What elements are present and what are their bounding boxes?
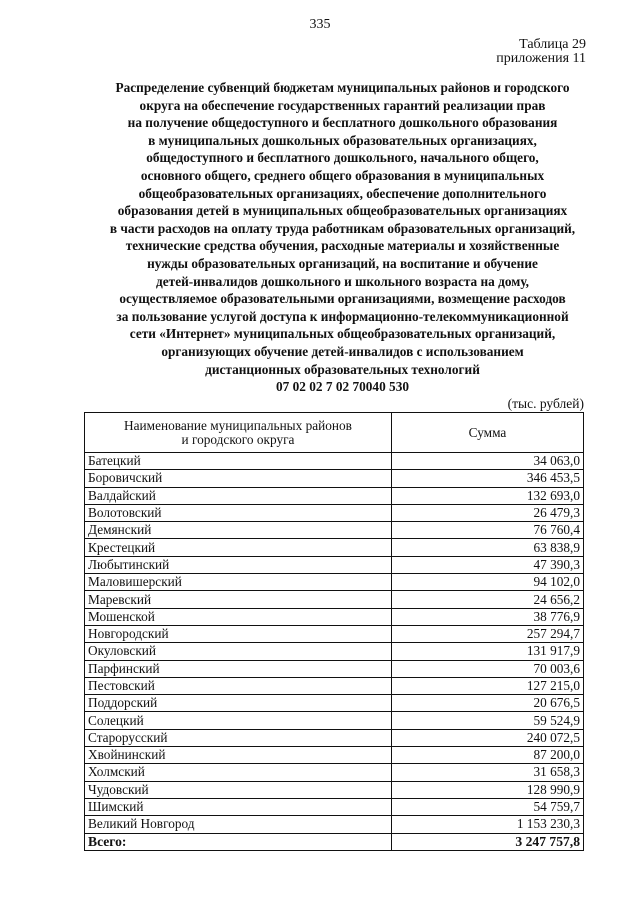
title-line: общеобразовательных организациях, обеспечение дополнительного — [138, 185, 547, 201]
table-row — [85, 643, 584, 660]
header-district-name — [85, 413, 392, 453]
district-name-cell: Поддорский — [85, 695, 392, 712]
table-row — [85, 453, 584, 470]
district-name-cell: Шимский — [85, 798, 392, 815]
table-row — [85, 764, 584, 781]
district-name-cell: Чудовский — [85, 781, 392, 798]
table-row — [85, 816, 584, 833]
title-line: 07 02 02 7 02 70040 530 — [276, 379, 409, 395]
sum-cell: 131 917,9 — [392, 643, 584, 660]
table-row — [85, 729, 584, 746]
title-line: осуществляемое образовательными организациями, возмещение расходов — [119, 291, 566, 307]
district-name-cell: Окуловский — [85, 643, 392, 660]
sum-cell: 94 102,0 — [392, 574, 584, 591]
sum-cell: 128 990,9 — [392, 781, 584, 798]
table-row — [85, 712, 584, 729]
district-name-cell: Маревский — [85, 591, 392, 608]
sum-cell: 76 760,4 — [392, 522, 584, 539]
title-line: округа на обеспечение государственных гарантий реализации прав — [139, 97, 546, 113]
district-name-cell: Холмский — [85, 764, 392, 781]
header-name-line2: и городского округа — [181, 431, 295, 447]
total-sum: 3 247 757,8 — [392, 833, 584, 850]
sum-cell: 54 759,7 — [392, 798, 584, 815]
district-name-cell: Мошенской — [85, 608, 392, 625]
header-sum: Сумма — [392, 413, 584, 453]
district-name-cell: Солецкий — [85, 712, 392, 729]
table-row — [85, 798, 584, 815]
sum-cell: 24 656,2 — [392, 591, 584, 608]
page-number: 335 — [309, 17, 331, 32]
title-line: за пользование услугой доступа к информационно-телекоммуникационной — [116, 308, 569, 324]
district-name-cell: Старорусский — [85, 729, 392, 746]
sum-cell: 38 776,9 — [392, 608, 584, 625]
district-name-cell: Пестовский — [85, 677, 392, 694]
district-name-cell: Боровичский — [85, 470, 392, 487]
table-reference-line1: Таблица 29 — [519, 37, 586, 52]
table-row — [85, 608, 584, 625]
district-name-cell: Демянский — [85, 522, 392, 539]
table-reference-line2: приложения 11 — [496, 51, 586, 66]
title-line: Распределение субвенций бюджетам муниципальных районов и городского — [115, 80, 570, 95]
sum-cell: 47 390,3 — [392, 556, 584, 573]
title-line: нужды образовательных организаций, на воспитание и обучение — [147, 255, 538, 271]
table-row — [85, 591, 584, 608]
sum-cell: 87 200,0 — [392, 747, 584, 764]
sum-cell: 63 838,9 — [392, 539, 584, 556]
district-name-cell: Парфинский — [85, 660, 392, 677]
title-line: сети «Интернет» муниципальных общеобразовательных организаций, — [129, 326, 556, 342]
sum-cell: 59 524,9 — [392, 712, 584, 729]
title-line: в муниципальных дошкольных образовательных организациях, — [148, 132, 537, 148]
table-row — [85, 781, 584, 798]
units-label: (тыс. рублей) — [507, 396, 584, 411]
table-header-row — [85, 413, 584, 453]
title-line: общедоступного и бесплатного дошкольного, начального общего, — [146, 150, 539, 166]
sum-cell: 127 215,0 — [392, 677, 584, 694]
district-name-cell: Новгородский — [85, 625, 392, 642]
title-line: технические средства обучения, расходные материалы и хозяйственные — [125, 238, 560, 254]
title-line: организующих обучение детей-инвалидов с использованием — [161, 343, 524, 359]
district-name-cell: Батецкий — [85, 453, 392, 470]
district-name-cell: Валдайский — [85, 487, 392, 504]
sum-cell: 346 453,5 — [392, 470, 584, 487]
title-line: образования детей в муниципальных общеобразовательных организациях — [117, 203, 568, 219]
table-row — [85, 470, 584, 487]
table-row — [85, 625, 584, 642]
table-row — [85, 747, 584, 764]
sum-cell: 70 003,6 — [392, 660, 584, 677]
sum-cell: 26 479,3 — [392, 504, 584, 521]
table-row — [85, 539, 584, 556]
title-line: детей-инвалидов дошкольного и школьного возраста на дому, — [156, 273, 529, 289]
district-name-cell: Хвойнинский — [85, 747, 392, 764]
table-body — [85, 453, 584, 851]
table-row — [85, 487, 584, 504]
sum-cell: 31 658,3 — [392, 764, 584, 781]
table-row — [85, 556, 584, 573]
table-reference — [496, 38, 586, 66]
table-row — [85, 504, 584, 521]
total-label: Всего: — [85, 833, 392, 850]
title-line: в части расходов на оплату труда работникам образовательных организаций, — [109, 220, 576, 236]
sum-cell: 257 294,7 — [392, 625, 584, 642]
district-name-cell: Маловишерский — [85, 574, 392, 591]
subvention-table — [84, 412, 584, 851]
title-line: основного общего, среднего общего образования в муниципальных — [140, 167, 545, 183]
title-line: дистанционных образовательных технологий — [205, 361, 480, 377]
sum-cell: 240 072,5 — [392, 729, 584, 746]
document-title — [70, 79, 615, 396]
sum-cell: 20 676,5 — [392, 695, 584, 712]
total-row — [85, 833, 584, 850]
sum-cell: 34 063,0 — [392, 453, 584, 470]
sum-cell: 1 153 230,3 — [392, 816, 584, 833]
table-row — [85, 695, 584, 712]
sum-cell: 132 693,0 — [392, 487, 584, 504]
title-line: на получение общедоступного и бесплатного дошкольного образования — [127, 115, 558, 131]
district-name-cell: Волотовский — [85, 504, 392, 521]
table-row — [85, 574, 584, 591]
district-name-cell: Любытинский — [85, 556, 392, 573]
header-name-line1: Наименование муниципальных районов — [124, 417, 352, 433]
district-name-cell: Крестецкий — [85, 539, 392, 556]
district-name-cell: Великий Новгород — [85, 816, 392, 833]
table-row — [85, 660, 584, 677]
table-row — [85, 522, 584, 539]
table-row — [85, 677, 584, 694]
